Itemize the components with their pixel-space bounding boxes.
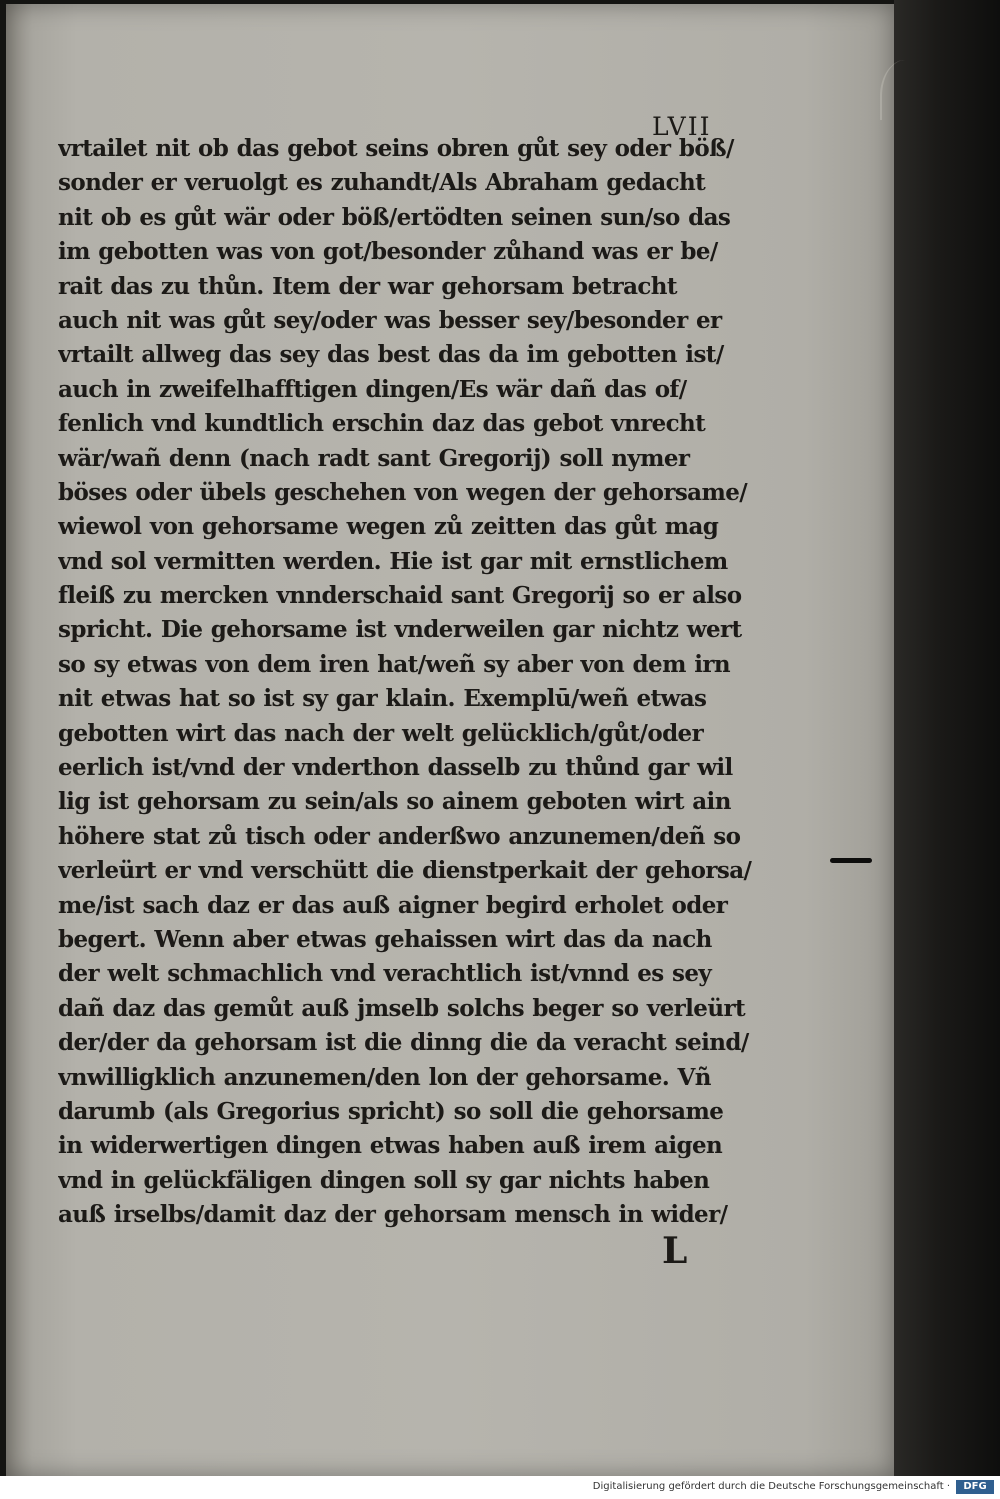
text-line: auß irselbs/damit daz der gehorsam mensch in wider/	[58, 1201, 728, 1229]
text-line: rait das zu thůn. Item der war gehorsam betracht	[58, 272, 677, 300]
text-line: im gebotten was von got/besonder zůhand was er be/	[58, 238, 718, 266]
page-edge-shadow	[894, 0, 1000, 1476]
text-line: der/der da gehorsam ist die dinng die da veracht seind/	[58, 1029, 749, 1057]
text-line: wiewol von gehorsame wegen zů zeitten das gůt mag	[58, 513, 719, 541]
text-line: der welt schmachlich vnd verachtlich ist/vnnd es sey	[58, 960, 712, 988]
footer-bar	[0, 1476, 1000, 1499]
text-line: wär/wañ denn (nach radt sant Gregorij) soll nymer	[58, 444, 690, 472]
text-line: vnd sol vermitten werden. Hie ist gar mit ernstlichem	[58, 547, 728, 575]
footer-credit: Digitalisierung gefördert durch die Deutsche Forschungsgemeinschaft ·	[592, 1481, 950, 1492]
text-line: dañ daz das gemůt auß jmselb solchs beger so verleürt	[58, 994, 745, 1022]
text-line: nit ob es gůt wär oder böß/ertödten seinen sun/so das	[58, 203, 731, 231]
text-line: vrtailet nit ob das gebot seins obren gůt sey oder böß/	[58, 135, 734, 162]
text-line: me/ist sach daz er das auß aigner begird erholet oder	[58, 891, 728, 919]
edge-mark	[830, 858, 872, 863]
catchword: L	[662, 1230, 688, 1272]
text-line: fenlich vnd kundtlich erschin daz das gebot vnrecht	[58, 410, 706, 438]
text-line: eerlich ist/vnd der vnderthon dasselb zu thůnd gar wil	[58, 754, 733, 782]
text-line: vrtailt allweg das sey das best das da im gebotten ist/	[58, 341, 724, 369]
text-block	[58, 132, 788, 1233]
text-line: sonder er veruolgt es zuhandt/Als Abraham gedacht	[58, 169, 706, 197]
text-line: nit etwas hat so ist sy gar klain. Exemplū/weñ etwas	[58, 685, 707, 713]
text-line: auch in zweifelhafftigen dingen/Es wär dañ das of/	[58, 375, 687, 403]
text-line: so sy etwas von dem iren hat/weñ sy aber von dem irn	[58, 650, 730, 678]
text-line: vnd in gelückfäligen dingen soll sy gar nichts haben	[58, 1166, 710, 1194]
text-line: verleürt er vnd verschütt die dienstperkait der gehorsa/	[58, 857, 752, 885]
text-line: fleiß zu mercken vnnderschaid sant Gregorij so er also	[58, 582, 742, 610]
text-line: begert. Wenn aber etwas gehaissen wirt das da nach	[58, 925, 712, 953]
text-line: in widerwertigen dingen etwas haben auß irem aigen	[58, 1132, 723, 1160]
page-scan	[6, 4, 894, 1476]
text-line: böses oder übels geschehen von wegen der gehorsame/	[58, 478, 748, 506]
text-line: spricht. Die gehorsame ist vnderweilen gar nichtz wert	[58, 616, 742, 644]
page-number: LVII	[652, 112, 712, 141]
dfg-logo-icon: DFG	[956, 1480, 994, 1494]
text-line: darumb (als Gregorius spricht) so soll die gehorsame	[58, 1097, 724, 1125]
text-line: auch nit was gůt sey/oder was besser sey/besonder er	[58, 306, 722, 334]
text-line: lig ist gehorsam zu sein/als so ainem geboten wirt ain	[58, 788, 731, 816]
text-line: höhere stat zů tisch oder anderßwo anzunemen/deñ so	[58, 822, 741, 850]
text-line: gebotten wirt das nach der welt gelücklich/gůt/oder	[58, 719, 704, 747]
text-line: vnwilligklich anzunemen/den lon der gehorsame. Vñ	[58, 1063, 711, 1091]
